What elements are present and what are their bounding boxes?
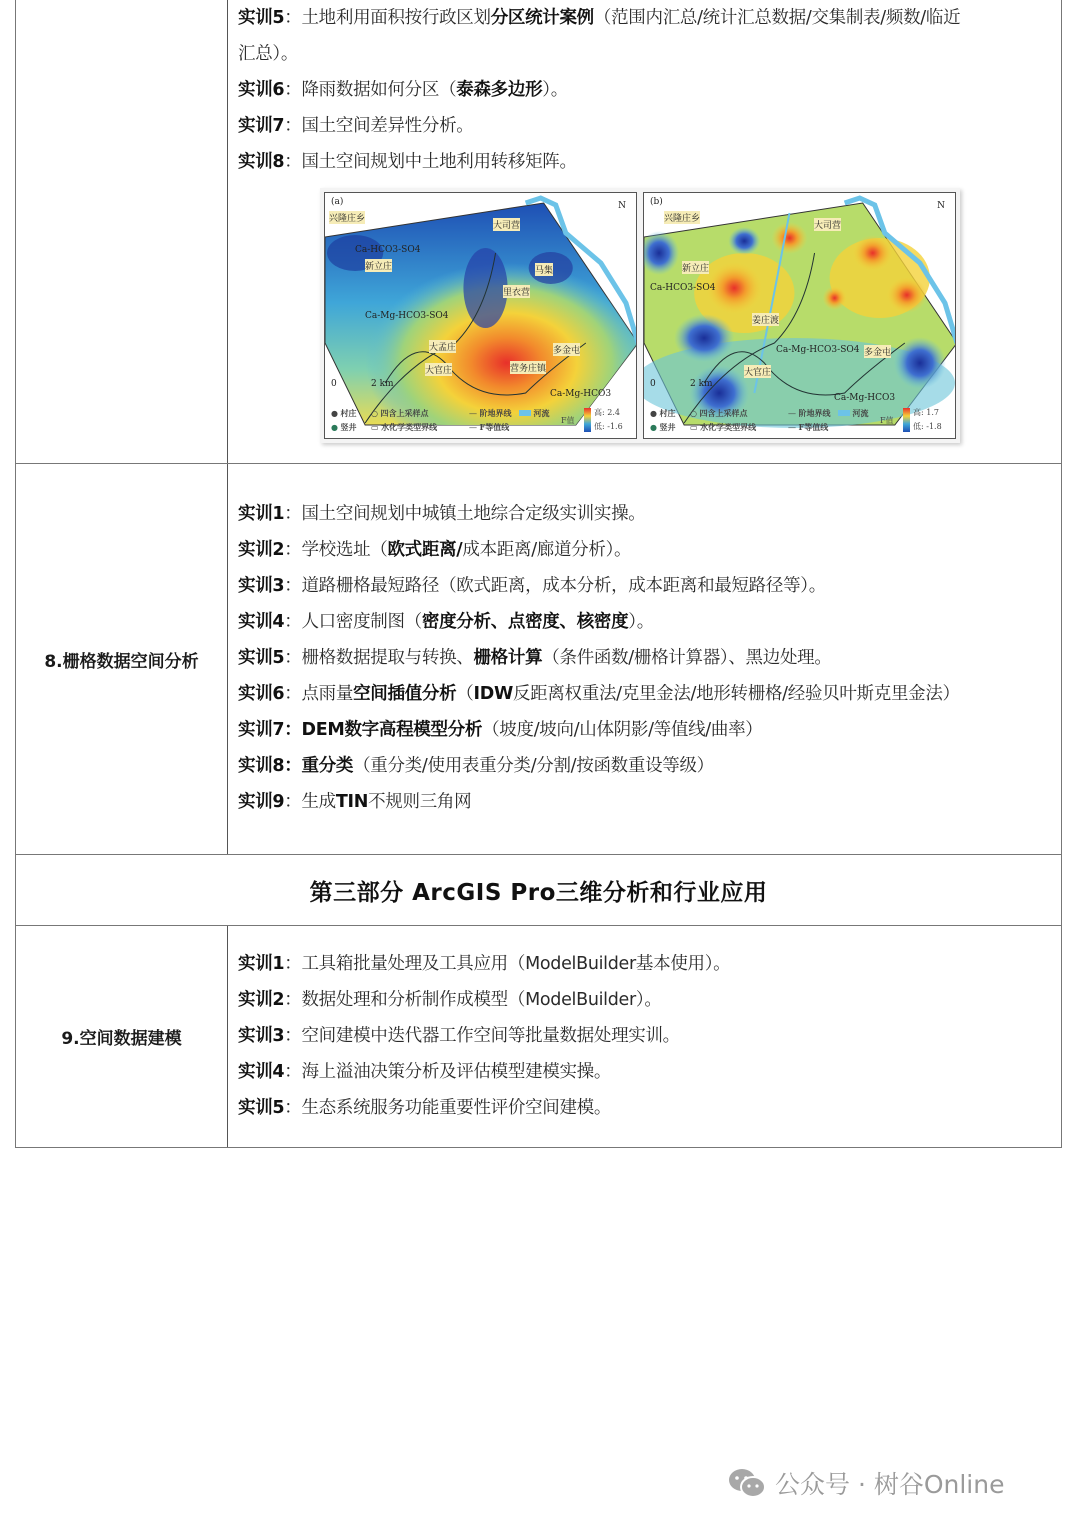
item-text: ：海上溢油决策分析及评估模型建模实操。: [284, 1062, 612, 1082]
list-item: [238, 946, 1051, 982]
map-legend: ● 村庄 ○ 四含上采样点 — 阶地界线 河流 ● 竖井 ▭ 水化学类型界线 — F等值线 F值 高: 1.7 低: -1.8: [650, 408, 942, 432]
list-item: [238, 144, 1051, 180]
item-label: 实训5: [238, 648, 285, 668]
place-label: 大官庄: [744, 365, 771, 378]
figure-maps: [320, 188, 960, 443]
item-label: 实训7: [238, 720, 285, 740]
watermark: [727, 1465, 1004, 1501]
scale-zero: 0: [331, 379, 337, 389]
table-row: [16, 0, 1061, 463]
place-label: 新立庄: [682, 261, 709, 274]
item-list: [238, 0, 1051, 180]
item-label: 实训1: [238, 954, 285, 974]
list-item: [238, 36, 1051, 72]
item-text: 不规则三角网: [368, 792, 472, 812]
item-text: 分区统计案例: [490, 8, 594, 28]
item-text: 反距离权重法/克里金法/地形转栅格/经验贝叶斯克里金法）: [512, 684, 960, 704]
item-text: 重分类: [301, 756, 354, 776]
item-text: ：国土空间差异性分析。: [284, 116, 474, 136]
item-list: [238, 496, 1051, 820]
list-item: [238, 604, 1051, 640]
water-type-label: Ca-Mg-HCO3: [550, 389, 612, 399]
item-label: 实训1: [238, 504, 285, 524]
item-list: [238, 946, 1051, 1126]
place-label: 营务庄镇: [510, 361, 546, 374]
item-text: ：工具箱批量处理及工具应用（ModelBuilder基本使用）。: [284, 954, 731, 974]
scale-label: 2 km: [690, 379, 713, 389]
map-panel-b: [643, 192, 956, 439]
place-label: 大司营: [814, 218, 841, 231]
item-text: ：: [284, 756, 302, 776]
item-text: （重分类/使用表重分类/分割/按函数重设等级）: [353, 756, 714, 776]
item-label: 实训4: [238, 1062, 285, 1082]
list-item: [238, 1054, 1051, 1090]
list-item: [238, 1018, 1051, 1054]
list-item: [238, 0, 1051, 36]
item-text: ：降雨数据如何分区（: [284, 80, 457, 100]
content-cell: [228, 0, 1061, 463]
item-text: ：生态系统服务功能重要性评价空间建模。: [284, 1098, 612, 1118]
list-item: [238, 640, 1051, 676]
item-label: 实训4: [238, 612, 285, 632]
place-label: 兴隆庄乡: [664, 211, 700, 224]
place-label: 多金屯: [864, 345, 891, 358]
map-legend: ● 村庄 ○ 四含上采样点 — 阶地界线 河流 ● 竖井 ▭ 水化学类型界线 — F等值线 F值 高: 2.4 低: -1.6: [331, 408, 623, 432]
place-label: 大官庄: [425, 363, 452, 376]
list-item: [238, 108, 1051, 144]
category-cell: 9.空间数据建模: [16, 926, 228, 1147]
item-text: 成本距离/廊道分析）。: [462, 540, 632, 560]
item-text: ：国土空间规划中土地利用转移矩阵。: [284, 152, 577, 172]
item-label: 实训5: [238, 8, 285, 28]
item-text: IDW: [473, 684, 513, 704]
item-text: TIN: [335, 792, 369, 812]
list-item: [238, 748, 1051, 784]
water-type-label: Ca-Mg-HCO3: [834, 393, 896, 403]
item-label: 实训8: [238, 152, 285, 172]
content-cell: [228, 926, 1061, 1147]
list-item: [238, 1090, 1051, 1126]
section-row: [16, 854, 1061, 925]
heatmap-b-graphic: [644, 193, 955, 438]
item-text: ）。: [542, 80, 568, 100]
map-panel-a: [324, 192, 637, 439]
item-text: ：: [284, 720, 302, 740]
item-label: 实训6: [238, 80, 285, 100]
list-item: [238, 676, 1051, 712]
table-row: [16, 925, 1061, 1147]
item-text: ：点雨量: [284, 684, 354, 704]
scale-zero: 0: [650, 379, 656, 389]
item-text: ：数据处理和分析制作成模型（ModelBuilder）。: [284, 990, 662, 1010]
place-label: 马集: [535, 263, 553, 276]
item-text: （范围内汇总/统计汇总数据/交集制表/频数/临近: [593, 8, 961, 28]
list-item: [238, 712, 1051, 748]
item-text: 泰森多边形: [456, 80, 543, 100]
item-text: ：人口密度制图（: [284, 612, 422, 632]
item-text: ）。: [628, 612, 654, 632]
list-item: [238, 496, 1051, 532]
table-row: [16, 463, 1061, 854]
category-cell: [16, 0, 228, 463]
watermark-text: 公众号 · 树谷Online: [775, 1470, 1005, 1499]
list-item: [238, 568, 1051, 604]
water-type-label: Ca-HCO3-SO4: [650, 283, 716, 293]
item-text: （: [456, 684, 474, 704]
list-item: [238, 532, 1051, 568]
item-label: 实训7: [238, 116, 285, 136]
item-text: 空间插值分析: [353, 684, 457, 704]
north-arrow-icon: N: [937, 201, 945, 211]
water-type-label: Ca-Mg-HCO3-SO4: [365, 311, 449, 321]
item-text: DEM数字高程模型分析: [301, 720, 483, 740]
place-label: 大孟庄: [429, 340, 456, 353]
water-type-label: Ca-Mg-HCO3-SO4: [776, 345, 860, 355]
item-text: ：生成: [284, 792, 336, 812]
list-item: [238, 72, 1051, 108]
scale-label: 2 km: [371, 379, 394, 389]
water-type-label: Ca-HCO3-SO4: [355, 245, 421, 255]
item-text: 栅格计算: [473, 648, 543, 668]
place-label: 姜庄渡: [752, 313, 779, 326]
item-text: ：栅格数据提取与转换、: [284, 648, 474, 668]
item-text: （条件函数/栅格计算器）、黑边处理。: [542, 648, 832, 668]
place-label: 大司营: [493, 218, 520, 231]
item-text: 欧式距离/: [387, 540, 463, 560]
item-label: 实训8: [238, 756, 285, 776]
item-label: 实训3: [238, 576, 285, 596]
item-label: 实训3: [238, 1026, 285, 1046]
place-label: 兴隆庄乡: [329, 211, 365, 224]
list-item: [238, 982, 1051, 1018]
item-label: 实训6: [238, 684, 285, 704]
place-label: 里衣营: [503, 285, 530, 298]
item-label: 实训9: [238, 792, 285, 812]
place-label: 新立庄: [365, 259, 392, 272]
item-text: ：学校选址（: [284, 540, 388, 560]
wechat-icon: [727, 1467, 767, 1499]
item-label: 实训5: [238, 1098, 285, 1118]
item-text: 汇总）。: [238, 44, 299, 64]
item-label: 实训2: [238, 540, 285, 560]
item-text: 密度分析、点密度、核密度: [421, 612, 629, 632]
item-text: ：国土空间规划中城镇土地综合定级实训实操。: [284, 504, 646, 524]
item-label: 实训2: [238, 990, 285, 1010]
place-label: 多金屯: [553, 343, 580, 356]
panel-b-id: (b): [650, 197, 663, 207]
item-text: ：土地利用面积按行政区划: [284, 8, 491, 28]
item-text: （坡度/坡向/山体阴影/等值线/曲率）: [482, 720, 763, 740]
category-cell: 8.栅格数据空间分析: [16, 464, 228, 854]
panel-a-id: (a): [331, 197, 344, 207]
item-text: ：空间建模中迭代器工作空间等批量数据处理实训。: [284, 1026, 680, 1046]
section-title: 第三部分 ArcGIS Pro三维分析和行业应用: [309, 879, 768, 906]
north-arrow-icon: N: [618, 201, 626, 211]
item-text: ：道路栅格最短路径（欧式距离，成本分析，成本距离和最短路径等）。: [284, 576, 826, 596]
content-cell: [228, 464, 1061, 854]
course-table: [15, 0, 1062, 1148]
list-item: [238, 784, 1051, 820]
